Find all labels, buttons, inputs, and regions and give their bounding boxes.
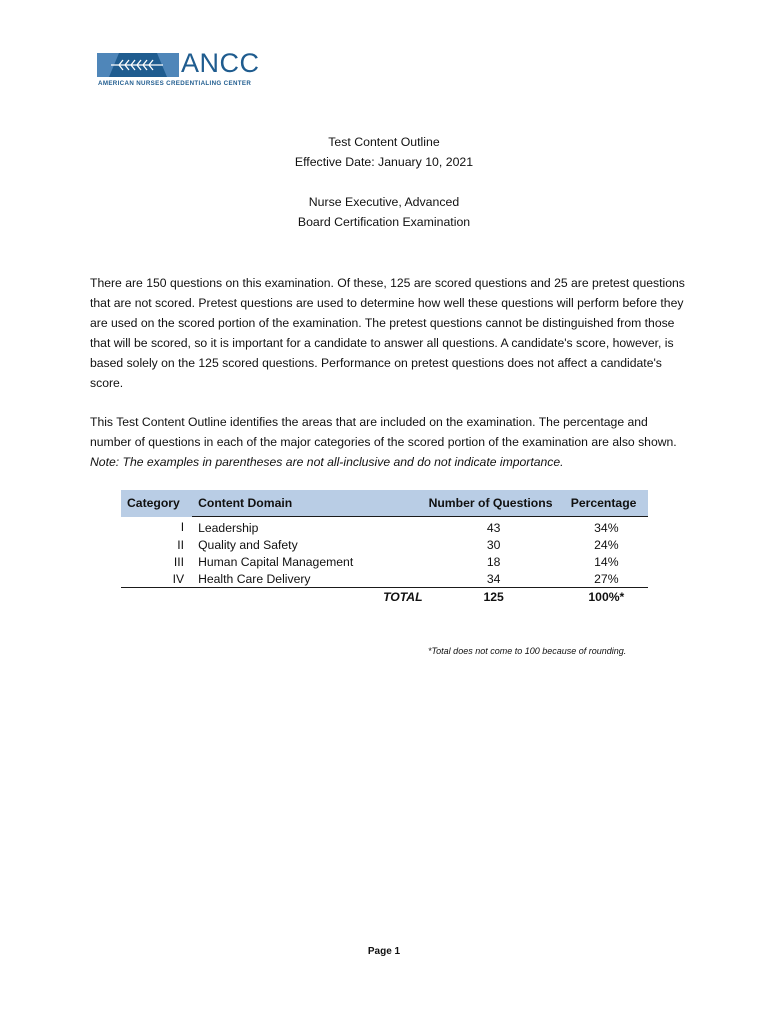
row-questions: 43 bbox=[486, 520, 501, 535]
table-row bbox=[121, 536, 648, 553]
row-percentage: 27% bbox=[565, 570, 648, 588]
total-row bbox=[121, 588, 648, 606]
row-percentage: 14% bbox=[594, 554, 619, 569]
row-domain: Quality and Safety bbox=[198, 537, 298, 552]
doc-title: Test Content Outline bbox=[328, 135, 440, 149]
total-percentage: 100%* bbox=[588, 589, 625, 604]
row-domain: Health Care Delivery bbox=[192, 570, 422, 588]
header-content-domain: Content Domain bbox=[192, 490, 422, 517]
ancc-emblem-icon bbox=[97, 53, 179, 77]
intro-paragraph: There are 150 questions on this examination. Of these, 125 are scored questions and 25 are pretest questions that are not scored. Pretest questions are used to determine how well these questions will perform before they are used on the scored portion of the examination. The pretest questions cannot be distinguished from those that will be scored, so it is important for a candidate to answer all questions. A candidate's score, however, is based solely on the 125 scored questions. Performance on pretest questions does not affect a candidate's score. bbox=[90, 276, 685, 390]
row-questions: 30 bbox=[486, 537, 501, 552]
rounding-footnote: *Total does not come to 100 because of rounding. bbox=[428, 646, 627, 656]
exam-name: Nurse Executive, Advanced bbox=[308, 195, 460, 209]
outline-text: This Test Content Outline identifies the areas that are included on the examination. The percentage and number of questions in each of the major categories of the scored portion of the examination are also shown. bbox=[90, 415, 677, 449]
table-header-row bbox=[121, 490, 648, 517]
outline-paragraph bbox=[90, 412, 690, 472]
page-number: Page 1 bbox=[367, 946, 401, 957]
logo-wordmark: ANCC bbox=[181, 48, 260, 78]
effective-date: Effective Date: January 10, 2021 bbox=[294, 155, 474, 169]
row-category: IV bbox=[121, 570, 192, 588]
row-domain: Human Capital Management bbox=[198, 554, 354, 569]
table-row bbox=[121, 517, 648, 537]
table-row bbox=[121, 570, 648, 588]
header-number-of-questions: Number of Questions bbox=[423, 490, 565, 517]
content-domain-table bbox=[121, 490, 648, 605]
row-category: III bbox=[173, 554, 185, 569]
total-questions: 125 bbox=[483, 589, 504, 604]
row-domain: Leadership bbox=[198, 520, 259, 535]
header-category: Category bbox=[121, 490, 192, 517]
row-questions: 18 bbox=[486, 554, 501, 569]
row-percentage: 34% bbox=[594, 520, 619, 535]
row-percentage: 24% bbox=[594, 537, 619, 552]
row-category: I bbox=[180, 520, 185, 535]
outline-note: Note: The examples in parentheses are not all-inclusive and do not indicate importance. bbox=[90, 455, 564, 469]
total-label: TOTAL bbox=[383, 589, 423, 604]
logo-subtitle: AMERICAN NURSES CREDENTIALING CENTER bbox=[98, 80, 252, 87]
ancc-logo bbox=[97, 50, 277, 90]
row-questions: 34 bbox=[423, 570, 565, 588]
row-category: II bbox=[177, 537, 185, 552]
header-percentage: Percentage bbox=[565, 490, 648, 517]
exam-type: Board Certification Examination bbox=[297, 215, 471, 229]
table-row bbox=[121, 553, 648, 570]
